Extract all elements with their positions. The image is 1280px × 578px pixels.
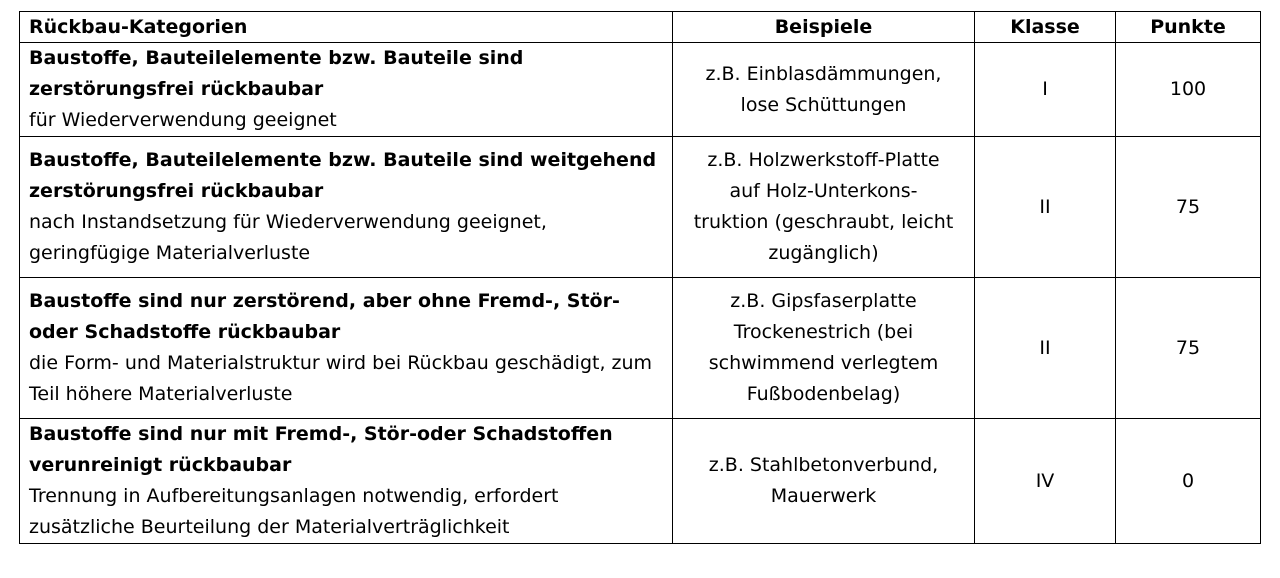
klasse-cell: II	[975, 137, 1116, 278]
example-line: zugänglich)	[768, 242, 879, 264]
category-title: Baustoffe sind nur zerstörend, aber ohne Fremd-, Stör- oder Schadstoffe rückbaubar	[29, 290, 620, 343]
table-row	[20, 43, 1261, 137]
example-cell	[673, 137, 975, 278]
category-description: die Form- und Materialstruktur wird bei Rückbau geschädigt, zum Teil höhere Materialverluste	[29, 352, 653, 405]
category-description: nach Instandsetzung für Wiederverwendung geeignet, geringfügige Materialverluste	[29, 211, 547, 264]
category-title: Baustoffe sind nur mit Fremd-, Stör-oder Schadstoffen verunreinigt rückbaubar	[29, 423, 613, 476]
category-description: Trennung in Aufbereitungsanlagen notwendig, erfordert zusätzliche Beurteilung der Materialverträglichkeit	[29, 485, 559, 538]
header-klasse: Klasse	[975, 12, 1116, 43]
example-line: Mauerwerk	[770, 485, 877, 507]
category-title: Baustoffe, Bauteilelemente bzw. Bauteile sind zerstörungsfrei rückbaubar	[29, 47, 524, 100]
example-cell	[673, 419, 975, 544]
klasse-cell: II	[975, 278, 1116, 419]
example-line: Trockenestrich (bei	[733, 321, 914, 343]
punkte-cell: 75	[1116, 137, 1261, 278]
header-category: Rückbau-Kategorien	[20, 12, 673, 43]
example-line: z.B. Gipsfaserplatte	[730, 290, 917, 312]
header-punkte: Punkte	[1116, 12, 1261, 43]
example-line: z.B. Einblasdämmungen,	[705, 62, 942, 85]
klasse-cell: IV	[975, 419, 1116, 544]
table-row	[20, 419, 1261, 544]
example-cell	[673, 43, 975, 137]
example-line: z.B. Stahlbetonverbund,	[708, 454, 939, 476]
category-cell	[20, 137, 673, 278]
table-row	[20, 278, 1261, 419]
table-body	[20, 43, 1261, 544]
example-line: z.B. Holzwerkstoff-Platte	[707, 149, 940, 171]
category-description: für Wiederverwendung geeignet	[29, 109, 337, 131]
punkte-cell: 0	[1116, 419, 1261, 544]
category-title: Baustoffe, Bauteilelemente bzw. Bauteile sind weitgehend zerstörungsfrei rückbaubar	[29, 149, 657, 202]
example-line: truktion (geschraubt, leicht	[693, 211, 954, 233]
example-line: Fußbodenbelag)	[746, 383, 901, 405]
header-examples: Beispiele	[673, 12, 975, 43]
category-cell	[20, 419, 673, 544]
header-row	[20, 12, 1261, 43]
punkte-cell: 100	[1116, 43, 1261, 137]
category-cell	[20, 43, 673, 137]
rueckbau-table	[19, 11, 1261, 544]
table-row	[20, 137, 1261, 278]
example-line: lose Schüttungen	[740, 93, 907, 116]
table-header	[20, 12, 1261, 43]
punkte-cell: 75	[1116, 278, 1261, 419]
category-cell	[20, 278, 673, 419]
example-cell	[673, 278, 975, 419]
klasse-cell: I	[975, 43, 1116, 137]
example-line: schwimmend verlegtem	[708, 352, 939, 374]
example-line: auf Holz-Unterkons-	[729, 180, 918, 202]
